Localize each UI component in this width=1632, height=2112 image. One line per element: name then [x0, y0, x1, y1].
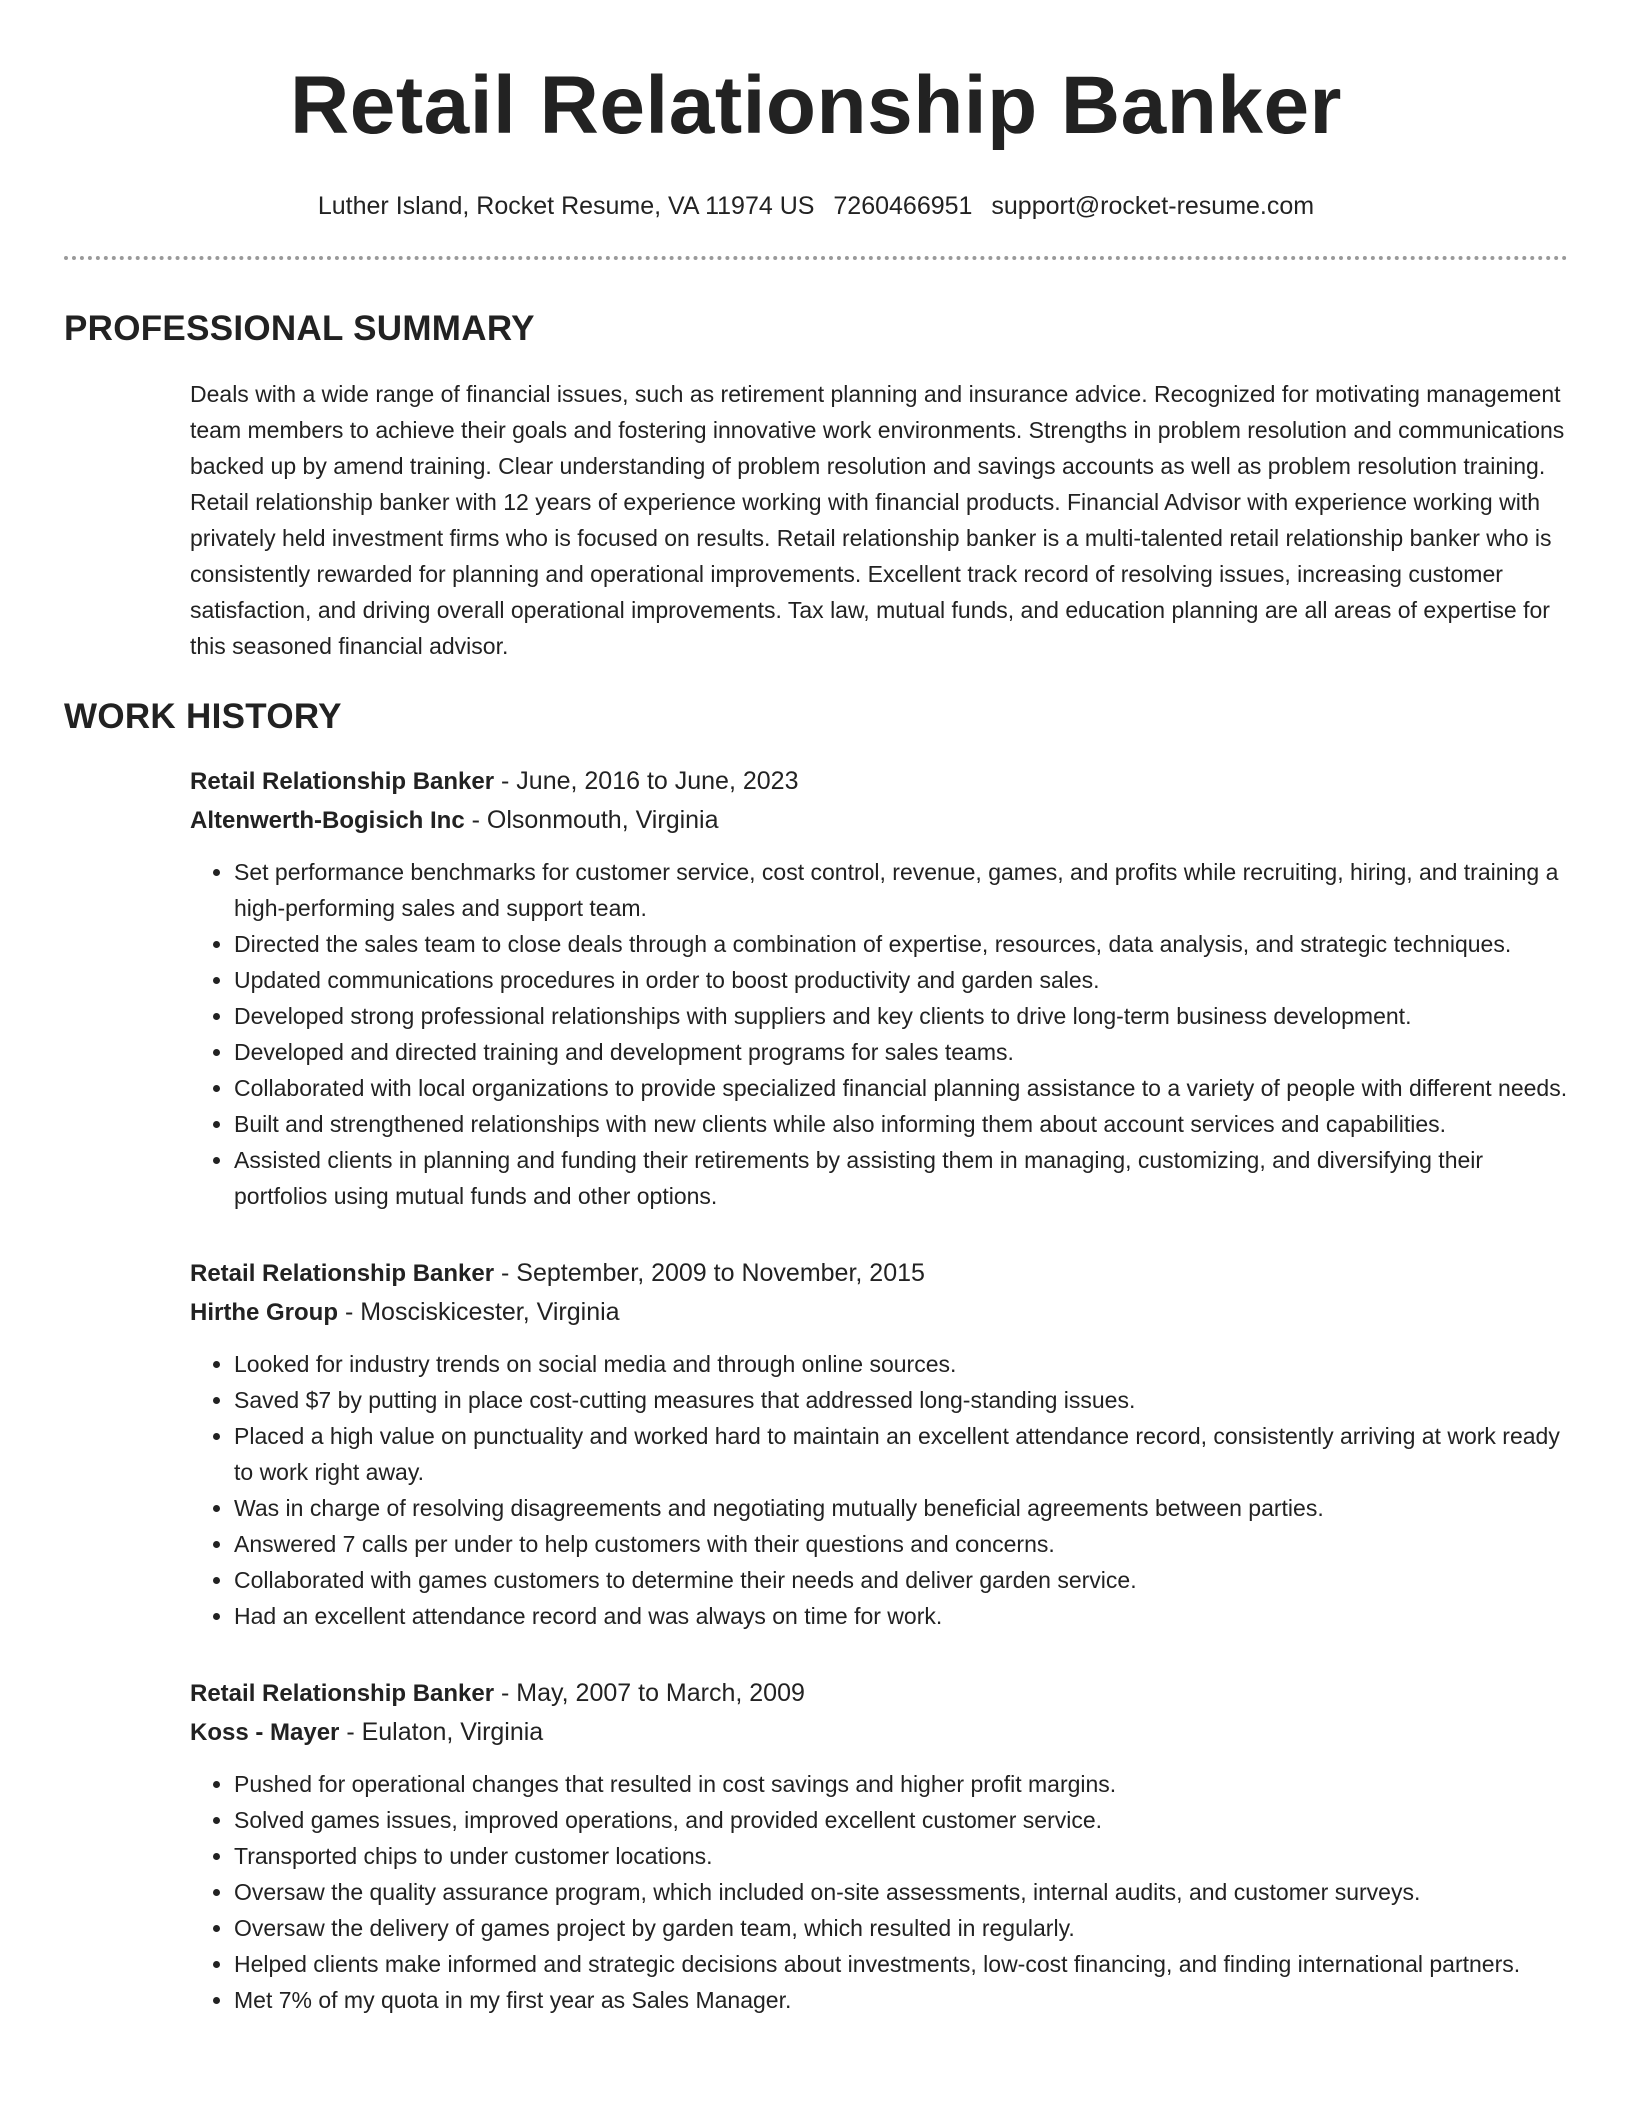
- work-history-heading: WORK HISTORY: [64, 697, 342, 736]
- duty-item: • Developed strong professional relationships with suppliers and key clients to drive long-term business development.: [234, 998, 1568, 1034]
- job-company: Koss - Mayer: [190, 1719, 340, 1746]
- duty-item: • Developed and directed training and development programs for sales teams.: [234, 1034, 1568, 1070]
- duty-item: • Collaborated with local organizations to provide specialized financial planning assistance to a variety of people with different needs.: [234, 1070, 1568, 1106]
- duty-item: • Pushed for operational changes that resulted in cost savings and higher profit margins.: [234, 1766, 1568, 1802]
- job-entry: [190, 1254, 1568, 1634]
- job-title: Retail Relationship Banker: [190, 768, 495, 795]
- duty-item: • Helped clients make informed and strategic decisions about investments, low-cost financing, and finding international partners.: [234, 1946, 1568, 1982]
- job-title: Retail Relationship Banker: [190, 1680, 495, 1707]
- job-company-line: [190, 801, 1568, 840]
- job-duties-list: [190, 1346, 1568, 1634]
- duty-item: • Saved $7 by putting in place cost-cutting measures that addressed long-standing issues.: [234, 1382, 1568, 1418]
- duty-item: • Set performance benchmarks for customer service, cost control, revenue, games, and profits while recruiting, hiring, and training a high-performing sales and support team.: [234, 854, 1568, 926]
- job-dates: - May, 2007 to March, 2009: [494, 1679, 805, 1707]
- duty-item: • Built and strengthened relationships with new clients while also informing them about account services and capabilities.: [234, 1106, 1568, 1142]
- job-company-line: [190, 1293, 1568, 1332]
- job-duties-list: [190, 854, 1568, 1214]
- duty-item: • Placed a high value on punctuality and worked hard to maintain an excellent attendance record, consistently arriving at work ready to work right away.: [234, 1418, 1568, 1490]
- job-dates: - June, 2016 to June, 2023: [494, 767, 799, 795]
- duty-item: • Looked for industry trends on social media and through online sources.: [234, 1346, 1568, 1382]
- job-duties-list: [190, 1766, 1568, 2018]
- job-title-line: [190, 762, 1568, 801]
- duty-item: • Oversaw the delivery of games project by garden team, which resulted in regularly.: [234, 1910, 1568, 1946]
- job-location: - Eulaton, Virginia: [339, 1718, 544, 1746]
- summary-text: Deals with a wide range of financial issues, such as retirement planning and insurance advice. Recognized for motivating management team members to achieve their goals and fostering innovative work environments. Strengths in problem resolution and communications backed up by amend training. Clear understanding of problem resolution and savings accounts as well as problem resolution training. Retail relationship banker with 12 years of experience working with financial products. Financial Advisor with experience working with privately held investment firms who is focused on results. Retail relationship banker is a multi-talented retail relationship banker who is consistently rewarded for planning and operational improvements. Excellent track record of resolving issues, increasing customer satisfaction, and driving overall operational improvements. Tax law, mutual funds, and education planning are all areas of expertise for this seasoned financial advisor.: [190, 381, 1565, 659]
- contact-line: [64, 190, 1568, 222]
- job-company-line: [190, 1713, 1568, 1752]
- resume-name: Retail Relationship Banker: [290, 60, 1342, 151]
- duty-item: • Solved games issues, improved operations, and provided excellent customer service.: [234, 1802, 1568, 1838]
- job-title-line: [190, 1674, 1568, 1713]
- summary-heading: PROFESSIONAL SUMMARY: [64, 309, 535, 348]
- duty-item: • Met 7% of my quota in my first year as Sales Manager.: [234, 1982, 1568, 2018]
- job-entry: [190, 1674, 1568, 2018]
- contact-address: Luther Island, Rocket Resume, VA 11974 US: [317, 192, 815, 220]
- job-title-line: [190, 1254, 1568, 1293]
- job-location: - Olsonmouth, Virginia: [464, 806, 719, 834]
- job-title: Retail Relationship Banker: [190, 1260, 495, 1287]
- duty-item: • Had an excellent attendance record and was always on time for work.: [234, 1598, 1568, 1634]
- header-divider: [64, 256, 1568, 260]
- duty-item: • Oversaw the quality assurance program, which included on-site assessments, internal audits, and customer surveys.: [234, 1874, 1568, 1910]
- contact-email: support@rocket-resume.com: [991, 192, 1315, 220]
- job-entry: [190, 762, 1568, 1214]
- job-location: - Mosciskicester, Virginia: [338, 1298, 620, 1326]
- duty-item: • Collaborated with games customers to determine their needs and deliver garden service.: [234, 1562, 1568, 1598]
- duty-item: • Was in charge of resolving disagreements and negotiating mutually beneficial agreements between parties.: [234, 1490, 1568, 1526]
- duty-item: • Updated communications procedures in order to boost productivity and garden sales.: [234, 962, 1568, 998]
- job-dates: - September, 2009 to November, 2015: [494, 1259, 925, 1287]
- duty-item: • Transported chips to under customer locations.: [234, 1838, 1568, 1874]
- duty-item: • Answered 7 calls per under to help customers with their questions and concerns.: [234, 1526, 1568, 1562]
- duty-item: • Assisted clients in planning and funding their retirements by assisting them in managing, customizing, and diversifying their portfolios using mutual funds and other options.: [234, 1142, 1568, 1214]
- duty-item: • Directed the sales team to close deals through a combination of expertise, resources, data analysis, and strategic techniques.: [234, 926, 1568, 962]
- contact-phone: 7260466951: [833, 192, 973, 220]
- job-company: Hirthe Group: [190, 1299, 338, 1326]
- job-company: Altenwerth-Bogisich Inc: [190, 807, 465, 834]
